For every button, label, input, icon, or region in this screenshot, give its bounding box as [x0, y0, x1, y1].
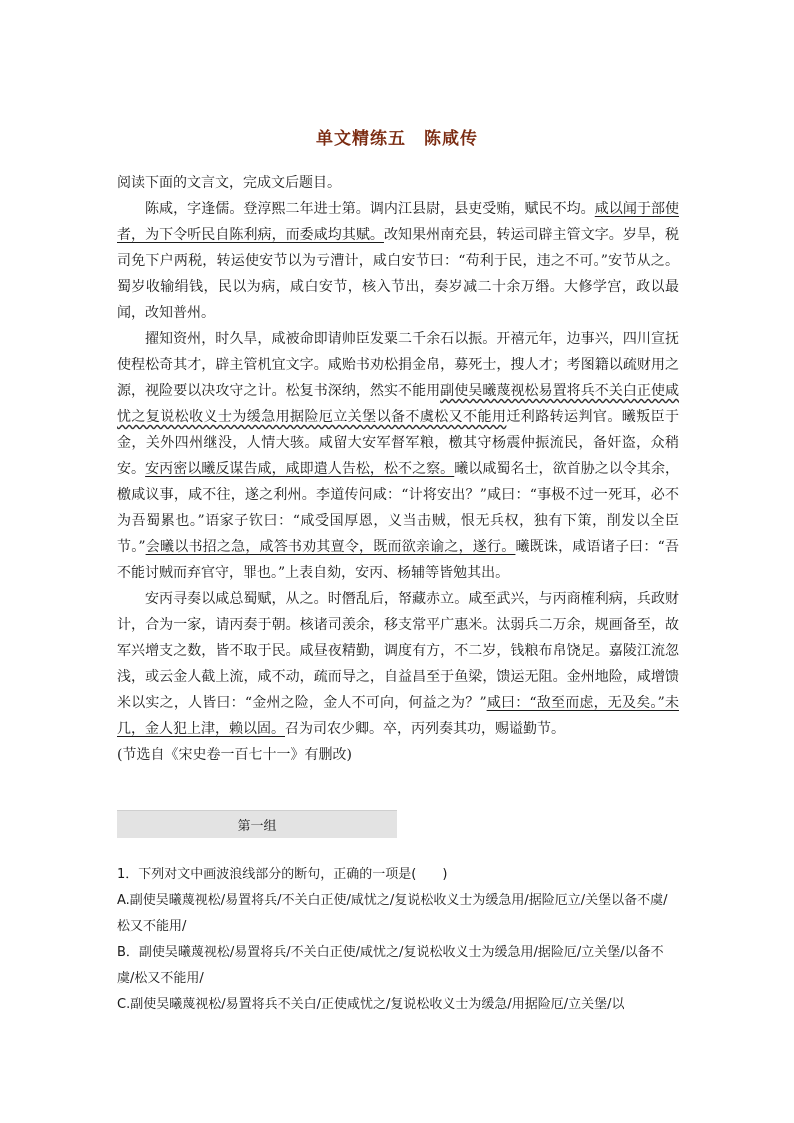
title-main: 单文精练五 [316, 129, 406, 149]
p2-underline-3: 会曦以书招之急，咸答书劝其亶令，既而欲亲谕之，遂行。 [145, 539, 516, 555]
p3-text-b: 召为司农少卿。卒，丙列奏其功，赐谥勤节。 [285, 721, 565, 737]
p2-text-c: 曦以咸蜀名士，欲首胁之以令其余，檄咸议事，咸不往，遂之利州。李道传问咸：“计将安出？”咸曰：“事极不过一死耳，必不为吾蜀累也。”语家子钦曰：“咸受国厚恩，义当击贼，恨无兵权，独有下策，削发以全臣节。” [117, 461, 680, 555]
paragraph-1 [117, 196, 679, 326]
p2-underline-2: 安丙密以曦反谋告咸，咸即遣人告松，松不之察。 [145, 461, 455, 477]
section-label: 第一组 [237, 819, 277, 834]
p1-text-b: 改知果州南充县，转运司辟主管文字。岁旱，税司免下户两税，转运使安节以为亏漕计，咸白安节曰：“苟利于民，违之不可。”安节从之。蜀岁收输绢钱，民以为病，咸白安节，核入节出，奏岁减二十余万缗。大修学宫，政以最闻，改知普州。 [117, 227, 680, 321]
p2-text-d: 曦既诛，咸语诸子曰：“吾不能讨贼而弃官守，罪也。”上表自劾，安丙、杨辅等皆勉其出。 [117, 539, 679, 581]
p2-wavy-line: 副使吴曦蔑视松易置将兵不关白正使咸忧之复说松收义士为缓急用据险厄立关堡以备不虞松又不能用 [117, 383, 680, 425]
instruction: 阅读下面的文言文，完成文后题目。 [117, 175, 341, 191]
passage [117, 170, 679, 768]
source-note: (节选自《宋史卷一百七十一》有删改) [117, 747, 352, 763]
option-a: A.副使吴曦蔑视松/易置将兵/不关白正使/咸忧之/复说松收义士为缓急用/据险厄立/关堡以备不虞/松又不能用/ [117, 893, 668, 934]
page-title [0, 124, 794, 149]
p2-text-b: 迁利路转运判官。曦叛臣于金，关外四州继没，人情大骇。咸留大安军督军粮，檄其守杨震仲振流民，备奸盗，众稍安。 [117, 409, 680, 477]
option-c: C.副使吴曦蔑视松/易置将兵不关白/正使咸忧之/复说松收义士为缓急/用据险厄/立关堡/以 [117, 997, 625, 1012]
paragraph-3 [117, 586, 679, 742]
question-1-stem: 1．下列对文中画波浪线部分的断句，正确的一项是( ) [117, 867, 448, 882]
p2-text-a: 擢知资州，时久旱，咸被命即请帅臣发粟二千余石以振。开禧元年，边事兴，四川宣抚使程松奇其才，辟主管机宜文字。咸贻书劝松捐金帛，募死士，搜人才；考图籍以疏财用之源，视险要以决攻守之计。松复书深纳，然实不能用 [117, 331, 679, 399]
title-sub: 陈咸传 [424, 129, 478, 149]
p3-underline-4: 咸曰：“敌至而虑，无及矣。”未几，金人犯上津，赖以固。 [117, 695, 679, 737]
p1-underline-1: 咸以闻于部使者，为下令听民自陈利病，而委咸均其赋。 [117, 201, 680, 243]
p1-text-a: 陈咸，字逢儒。登淳熙二年进士第。调内江县尉，县吏受贿，赋民不均。 [145, 201, 595, 217]
p3-text-a: 安丙寻奏以咸总蜀赋，从之。时僭乱后，帑藏赤立。咸至武兴，与丙商榷利病，兵政财计，合为一家，请丙奏于朝。核诸司羡余，移支常平广惠米。汰弱兵二万余，规画备至，故军兴增支之数，皆不取于民。咸昼夜精勤，调度有方，不二岁，钱粮布帛饶足。嘉陵江流忽浅，或云金人截上流，咸不动，疏而导之，自益昌至于鱼梁，馈运无阻。金州地险，咸增馈米以实之，人皆曰：“金州之险，金人不可向，何益之为？” [117, 591, 679, 711]
option-b: B．副使吴曦蔑视松/易置将兵/不关白正使/咸忧之/复说松收义士为缓急用/据险厄/立关堡/以备不虞/松又不能用/ [117, 945, 664, 986]
section-header [117, 810, 397, 838]
question-1 [117, 862, 679, 1018]
paragraph-2 [117, 326, 679, 586]
